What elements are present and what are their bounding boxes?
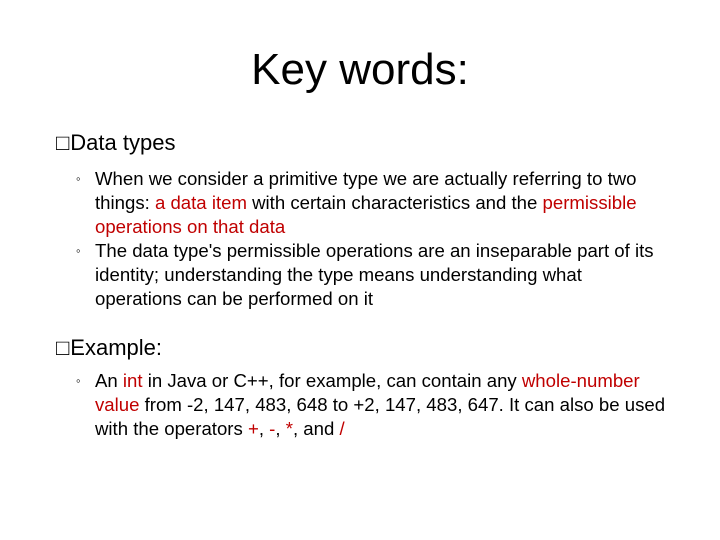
bullet-item bbox=[76, 167, 666, 239]
highlighted-text: permissible operations on that data bbox=[95, 192, 637, 237]
highlighted-text: whole-number value bbox=[95, 370, 640, 415]
bullet-item bbox=[76, 239, 666, 311]
highlighted-text: int bbox=[122, 370, 143, 391]
highlighted-text: / bbox=[339, 418, 345, 439]
bullet-list-data-types bbox=[76, 167, 666, 311]
bullet-text: When we consider a primitive type we are actually referring to two things: bbox=[95, 168, 637, 213]
section-heading-label: Data types bbox=[70, 130, 176, 155]
bullet-text: , and bbox=[292, 418, 340, 439]
bullet-marker-icon: ◦ bbox=[76, 243, 81, 258]
highlighted-text: + bbox=[247, 418, 259, 439]
bullet-list-example bbox=[76, 369, 666, 441]
highlighted-text: - bbox=[269, 418, 276, 439]
bullet-marker-icon: ◦ bbox=[76, 171, 81, 186]
bullet-text: with certain characteristics and the bbox=[246, 192, 543, 213]
bullet-text: An bbox=[95, 370, 123, 391]
bullet-text: in Java or C++, for example, can contain any bbox=[142, 370, 522, 391]
bullet-text: , bbox=[275, 418, 286, 439]
bullet-text: , bbox=[258, 418, 270, 439]
highlighted-text: * bbox=[285, 418, 293, 439]
highlighted-text: a data item bbox=[154, 192, 247, 213]
section-heading-label: Example: bbox=[70, 335, 163, 360]
square-bullet-icon: □ bbox=[56, 335, 70, 360]
bullet-text: The data type's permissible operations are an inseparable part of its identity; understanding the type means understanding what operations can be performed on it bbox=[95, 240, 654, 309]
bullet-text: from -2, 147, 483, 648 to +2, 147, 483, 647. It can also be used with the operators bbox=[95, 394, 666, 439]
square-bullet-icon: □ bbox=[56, 130, 70, 155]
bullet-marker-icon: ◦ bbox=[76, 373, 81, 388]
section-heading-data-types bbox=[56, 130, 175, 156]
bullet-item bbox=[76, 369, 666, 441]
slide-title: Key words: bbox=[251, 45, 469, 94]
section-heading-example bbox=[56, 335, 162, 361]
